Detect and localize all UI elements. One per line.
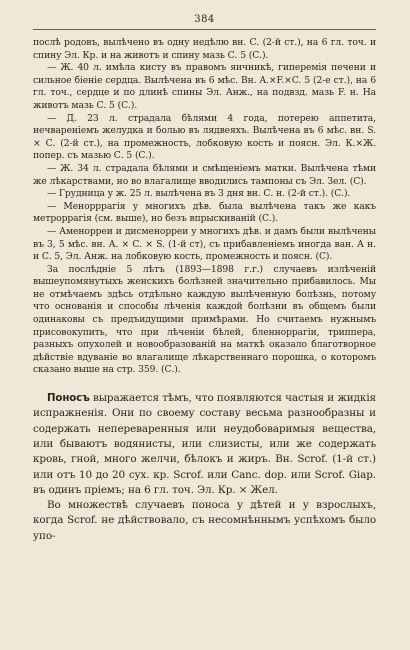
section-paragraph: Во множествѣ случаевъ поноса у дѣтей и у взрослыхъ, когда Scrof. не дѣйствовало, съ несомнѣннымъ успѣхомъ было упо- (33, 499, 376, 542)
case-paragraph: послѣ родовъ, вылѣчено въ одну недѣлю вн. С. (2-й ст.), на 6 гл. точ. и спину Эл. Кр. и на животъ и спину мазь С. 5 (С.). (33, 37, 376, 61)
diarrhea-section (33, 391, 376, 544)
case-paragraph: — Менорррагія у многихъ дѣв. была вылѣчена такъ же какъ метроррагія (см. выше), но безъ впрыскиваній (С.). (33, 200, 376, 225)
case-paragraph: — Ж. 40 л. имѣла кисту въ правомъ яичникѣ, гиперемія печени и сильное біеніе сердца. Вылѣчена въ 6 мѣс. Вн. A.×F.×C. 5 (2-е ст.), на 6 гл. точ., сердце и по длинѣ спины Эл. Анж., на подвзд. мазь F. н. На животъ мазь С. 5 (С.). (33, 62, 376, 111)
case-paragraph: — Ж. 34 л. страдала бѣлями и смѣщеніемъ матки. Вылѣчена тѣми же лѣкарствами, но во влагалище вводились тампоны съ Эл. Зел. (С). (33, 162, 376, 187)
section-intro (33, 391, 376, 498)
case-paragraph: — Грудница у ж. 25 л. вылѣчена въ 3 дня вн. С. н. (2-й ст.). (С.). (47, 188, 351, 200)
page-number: 384 (33, 14, 376, 30)
case-notes (33, 37, 376, 377)
section-body: выражается тѣмъ, что появляются частыя и жидкія испражненія. Они по своему составу весьма разнообразны и содержать непереваренныя или неудобоваримыя вещества, или бываютъ водянисты, или слизисты, или же содержать кровь, гной, много желчи, бѣлокъ и жиръ. Вн. Scrof. (1-й ст.) или отъ 10 до 20 сух. кр. Scrof. или Canc. dop. или Scrof. Giap. въ одинъ пріемъ; на 6 гл. точ. Эл. Кр. × Жел. (33, 392, 377, 496)
section-term: Поносъ (47, 393, 90, 405)
case-paragraph: — Д. 23 л. страдала бѣлями 4 года, потерею аппетита, нечвареніемъ желудка и болью въ лядвеяхъ. Вылѣчена въ 6 мѣс. вн. S. × С. (2-й ст.), на промежность, лобковую кость и поясн. Эл. К.×Ж. попер. съ мазью С. 5 (С.). (33, 112, 376, 162)
section-gap (33, 377, 376, 391)
summary-paragraph: За послѣдніе 5 лѣтъ (1893—1898 г.г.) случаевъ излѣченій вышеупомянутыхъ женскихъ болѣзней значительно прибавилось. Мы не отмѣчаемъ здѣсь отдѣльно каждую вылѣченную болѣзнь, потому что основанія и способы лѣченія каждой болѣзни въ общемъ были одинаковы съ предъидущими примѣрами. Но считаемъ нужнымъ присовокупить, что при лѣченіи бѣлей, бленноррагіи, триппера, разныхъ опухолей и новообразованій на маткѣ оказало благотворное дѣйствіе вдуваніе во влагалище лѣкарственнаго порошка, о которомъ сказано выше на стр. 359. (С.). (33, 263, 376, 376)
case-paragraph: — Аменорреи и дисменорреи у многихъ дѣв. и дамъ были вылѣчены въ 3, 5 мѣс. вн. А. × С. × S. (1-й ст), съ прибавленіемъ иногда ван. А н. и С. 5, Эл. Анж. на лобковую кость, промежность и поясн. (С). (33, 225, 376, 263)
